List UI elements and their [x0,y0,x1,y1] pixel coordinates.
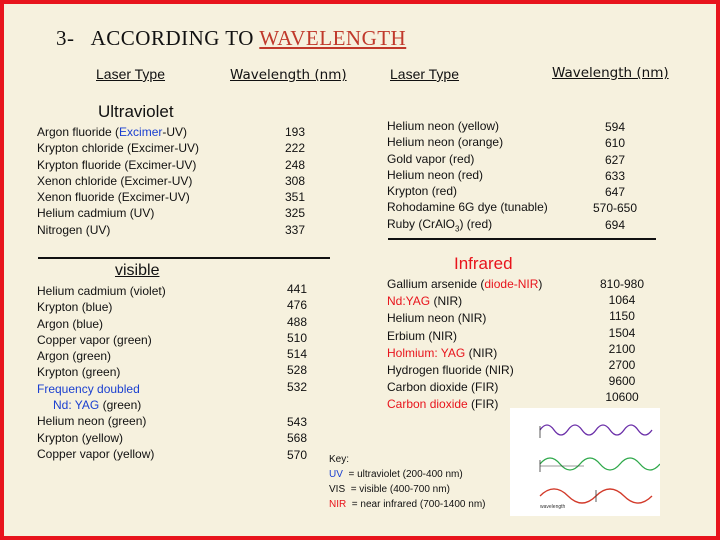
list-item: Nitrogen (UV) [37,222,111,237]
value-cell: 325 [284,206,306,221]
value-cell: 308 [284,173,306,188]
list-item: Copper vapor (yellow) [37,446,155,461]
value-cell: 514 [286,347,308,362]
list-item: Helium neon (green) [37,414,147,429]
list-item: Helium cadmium (violet) [37,284,166,298]
divider-left [38,257,330,259]
value-cell: 351 [284,190,306,205]
value-cell: 10600 [605,390,639,405]
header-wavelength-right: Wavelength (nm) [552,65,669,81]
visible-right-list [387,118,548,237]
visible-values-b [280,414,314,463]
wave-green [540,458,660,470]
value-cell: 570-650 [592,201,638,216]
list-item: Ruby (CrAlO$_3$) (red) [387,216,493,234]
value-cell: 1150 [609,309,635,324]
list-item: Argon (green) [37,349,112,364]
section-ultraviolet: Ultraviolet [98,102,174,121]
header-wavelength-left: Wavelength (nm) [230,67,347,83]
value-cell: 222 [284,141,306,156]
key-row: VIS = visible (400-700 nm) [329,484,450,495]
value-cell: 694 [604,217,626,232]
list-item: Nd:YAG (NIR) [387,294,463,309]
list-item: Helium cadmium (UV) [37,206,155,221]
list-item: Krypton fluoride (Excimer-UV) [37,157,197,172]
wave-diagram [510,408,660,516]
list-item: Rohodamine 6G dye (tunable) [387,200,548,215]
wavelength-illustration [510,408,660,516]
list-item: Holmium: YAG (NIR) [387,345,498,360]
value-cell: 248 [284,157,306,172]
ultraviolet-values [278,124,312,238]
list-item: Nd: YAG (green) [53,398,142,413]
list-item: Krypton (red) [387,184,458,199]
list-item: Gallium arsenide (diode-NIR) [387,277,543,291]
title-highlight: WAVELENGTH [259,26,407,50]
list-item: Xenon chloride (Excimer-UV) [37,173,193,188]
value-cell: 337 [284,222,306,237]
section-infrared: Infrared [454,254,513,273]
list-item: Carbon dioxide (FIR) [387,397,499,412]
list-item: Xenon fluoride (Excimer-UV) [37,190,190,205]
value-cell: 9600 [608,374,636,389]
list-item: Krypton (blue) [37,300,113,315]
value-cell: 193 [284,125,306,139]
value-cell: 543 [286,415,308,429]
list-item: Gold vapor (red) [387,151,475,166]
list-item: Helium neon (yellow) [387,119,500,133]
list-item: Frequency doubled [37,381,140,396]
value-cell: 647 [604,185,626,200]
list-item: Helium neon (orange) [387,135,504,150]
list-item: Argon (blue) [37,316,104,331]
value-cell: 810-980 [599,277,645,291]
value-cell: 441 [286,282,308,296]
value-cell: 476 [286,298,308,313]
ultraviolet-list [37,124,199,238]
value-cell: 1064 [608,293,636,308]
value-cell: 570 [286,447,308,462]
visible-values-a [280,281,314,395]
list-item: Krypton (yellow) [37,430,124,445]
title-text: ACCORDING TO [90,26,254,50]
key-legend [329,452,485,512]
value-cell: 510 [286,330,308,345]
value-cell: 1504 [608,325,636,340]
wave-caption: wavelength [540,504,566,510]
list-item: Carbon dioxide (FIR) [387,380,499,395]
value-cell: 488 [286,314,308,329]
value-cell: 2100 [608,341,636,356]
value-cell: 627 [604,152,626,167]
key-row: UV = ultraviolet (200-400 nm) [329,469,463,480]
title-number: 3- [56,26,75,50]
key-label: Key: [329,454,350,465]
value-cell: 568 [286,431,308,446]
list-item: Helium neon (red) [387,167,484,182]
key-row: NIR = near infrared (700-1400 nm) [329,499,486,510]
list-item: Krypton chloride (Excimer-UV) [37,141,200,156]
list-item: Copper vapor (green) [37,332,152,347]
list-item: Helium neon (NIR) [387,311,487,326]
value-cell: 532 [286,379,308,394]
infrared-list [387,276,542,414]
visible-list [37,283,166,462]
value-cell: 610 [604,136,626,151]
list-item: Argon fluoride (Excimer-UV) [37,125,188,139]
list-item: Krypton (green) [37,365,121,380]
list-item: Erbium (NIR) [387,328,458,343]
section-visible: visible [115,262,160,279]
value-cell: 594 [604,120,626,134]
value-cell: 633 [604,168,626,183]
wave-violet [540,425,652,435]
value-cell: 2700 [608,358,636,373]
header-laser-type-right: Laser Type [390,66,460,82]
header-laser-type-left: Laser Type [96,66,166,82]
visible-right-values [587,119,643,233]
slide-title [56,26,406,51]
value-cell: 528 [286,363,308,378]
list-item: Hydrogen fluoride (NIR) [387,363,514,378]
infrared-values [594,276,650,406]
divider-right [388,238,656,240]
